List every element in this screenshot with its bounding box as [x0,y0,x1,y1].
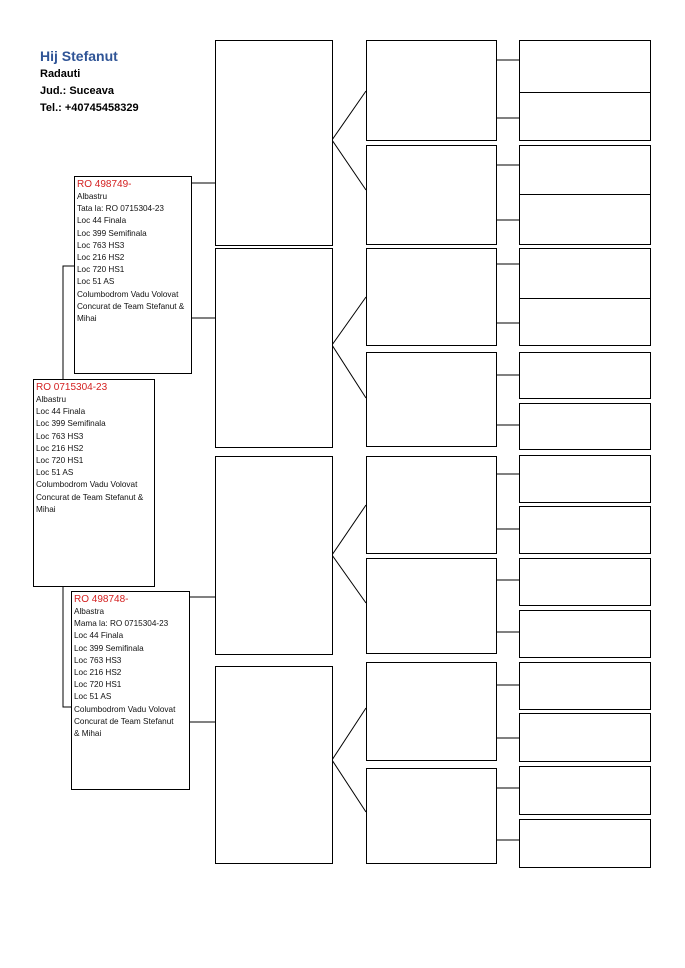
dam-line: Loc 44 Finala [74,631,124,641]
gg-grandparent-box [519,662,651,710]
sire-line: Loc 720 HS1 [77,265,125,275]
sire-line: Columbodrom Vadu Volovat [77,289,179,299]
great-grandparent-box [366,352,497,447]
pigeon-line: Loc 51 AS [36,468,74,478]
gg-grandparent-box [519,298,651,346]
gg-grandparent-box [519,610,651,658]
dam-line: Loc 51 AS [74,692,112,702]
owner-phone: Tel.: +40745458329 [40,102,139,114]
sire-line: Loc 216 HS2 [77,253,125,263]
gg-grandparent-box [519,352,651,399]
sire-line: Loc 399 Semifinala [77,228,147,238]
grandparent-box [215,666,333,864]
gg-grandparent-box [519,766,651,815]
grandparent-box [215,456,333,655]
grandparent-box [215,40,333,246]
pigeon-line: Mihai [36,504,56,514]
great-grandparent-box [366,456,497,554]
pigeon-code: RO 0715304-23 [36,382,108,393]
gg-grandparent-box [519,455,651,503]
dam-code: RO 498748- [74,594,129,605]
pigeon-card [33,379,155,587]
sire-line: Loc 763 HS3 [77,240,125,250]
dam-line: Loc 720 HS1 [74,680,122,690]
sire-line: Loc 44 Finala [77,216,127,226]
dam-line: Albastra [74,607,105,616]
great-grandparent-box [366,662,497,761]
gg-grandparent-box [519,506,651,554]
gg-grandparent-box [519,248,651,299]
owner-name: Hij Stefanut [40,48,118,64]
sire-card [74,176,192,374]
sire-code: RO 498749- [77,179,132,190]
dam-card [71,591,190,790]
gg-grandparent-box [519,92,651,141]
gg-grandparent-box [519,145,651,195]
owner-county: Jud.: Suceava [40,85,114,97]
pigeon-line: Albastru [36,395,67,404]
dam-line: Loc 399 Semifinala [74,643,144,653]
pigeon-line: Loc 763 HS3 [36,431,84,441]
gg-grandparent-box [519,403,651,450]
sire-line: Tata la: RO 0715304-23 [77,204,164,214]
pigeon-line: Loc 399 Semifinala [36,419,106,429]
gg-grandparent-box [519,558,651,606]
pigeon-line: Columbodrom Vadu Volovat [36,480,138,490]
owner-city: Radauti [40,68,81,80]
dam-line: Loc 216 HS2 [74,668,122,678]
gg-grandparent-box [519,713,651,762]
sire-line: Mihai [77,314,97,324]
pigeon-line: Concurat de Team Stefanut & [36,492,144,502]
pigeon-line: Loc 216 HS2 [36,443,84,453]
great-grandparent-box [366,768,497,864]
sire-line: Albastru [77,192,108,201]
great-grandparent-box [366,558,497,654]
sire-line: Concurat de Team Stefanut & [77,301,185,311]
gg-grandparent-box [519,819,651,868]
sire-line: Loc 51 AS [77,277,115,287]
dam-line: & Mihai [74,729,102,739]
grandparent-box [215,248,333,448]
great-grandparent-box [366,40,497,141]
dam-line: Concurat de Team Stefanut [74,716,174,726]
gg-grandparent-box [519,40,651,93]
dam-line: Mama la: RO 0715304-23 [74,619,169,629]
dam-line: Columbodrom Vadu Volovat [74,704,176,714]
pigeon-line: Loc 720 HS1 [36,456,84,466]
great-grandparent-box [366,145,497,245]
gg-grandparent-box [519,194,651,245]
great-grandparent-box [366,248,497,346]
pigeon-line: Loc 44 Finala [36,407,86,417]
dam-line: Loc 763 HS3 [74,655,122,665]
